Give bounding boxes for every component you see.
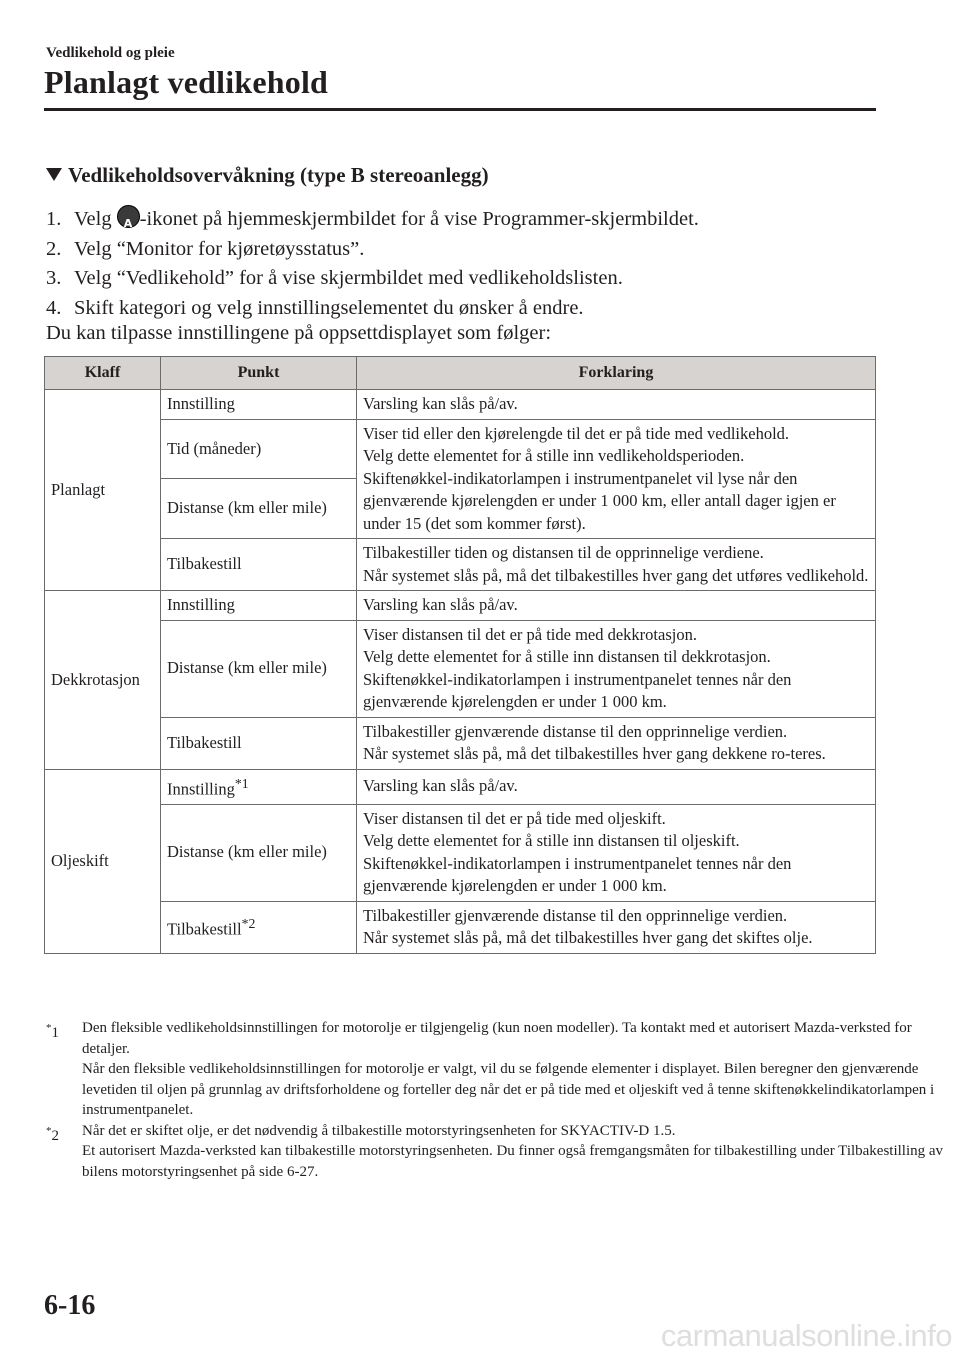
table-row [45,591,876,621]
column-header-klaff: Klaff [45,357,161,390]
step-2 [46,235,699,265]
explanation-line: Tilbakestiller gjenværende distanse til den opprinnelige verdien. [363,905,788,925]
punkt-cell [161,804,357,901]
forklaring-cell [357,390,876,420]
punkt-label: Innstilling [167,779,235,798]
forklaring-cell [357,591,876,621]
klaff-cell: Oljeskift [45,769,161,953]
step-number: 2. [46,237,62,260]
punkt-cell [161,479,357,539]
step-number: 4. [46,296,62,319]
table-row [45,901,876,953]
punkt-label: Innstilling [167,394,235,413]
table-row [45,419,876,479]
footnote-paragraph: Et autorisert Mazda-verksted kan tilbakestille motorstyringsenheten. Du finner også fremgangsmåten for tilbakestilling under Tilbakestilling av bilens motorstyringsenhet på side 6-27. [82,1143,944,1180]
footnote-ref: *2 [241,916,256,931]
explanation-line: Når systemet slås på, må det tilbakestilles hver gang dekkene ro-teres. [363,744,826,763]
forklaring-cell [357,539,876,591]
explanation-line: Varsling kan slås på/av. [363,595,518,614]
footnote-paragraph: Den fleksible vedlikeholdsinnstillingen for motorolje er tilgjengelig (kun noen modeller). Ta kontakt med et autorisert Mazda-verksted for detaljer. [82,1020,912,1057]
forklaring-cell [357,620,876,717]
watermark: carmanualsonline.info [660,1318,952,1353]
explanation-line: Viser distansen til det er på tide med dekkrotasjon. [363,624,697,644]
footnotes [46,1018,960,1182]
klaff-cell: Dekkrotasjon [45,591,161,770]
punkt-cell [161,769,357,804]
table-row [45,620,876,717]
forklaring-cell [357,769,876,804]
title-rule [44,108,876,111]
footnote-paragraph: Når den fleksible vedlikeholdsinnstillingen for motorolje er valgt, vil du se følgende elementer i displayet. Bilen beregner den gjenværende levetiden til oljen på grunnlag av driftsforholdene og forteller deg når det er på tide med et oljeskift ved å tenne skiftenøkkelindikatorlampen i instrumentpanelet. [82,1061,935,1118]
footnote-body [82,1121,960,1183]
explanation-line: Varsling kan slås på/av. [363,776,518,796]
explanation-line: Tilbakestiller gjenværende distanse til den opprinnelige verdien. [363,721,788,741]
forklaring-cell [357,901,876,953]
explanation-line: Velg dette elementet for å stille inn vedlikeholdsperioden. [363,446,745,465]
step-4 [46,294,699,324]
explanation-line: Skiftenøkkel-indikatorlampen i instrumentpanelet tennes når den gjenværende kjørelengden er under 1 000 km. [363,669,792,711]
apps-icon [117,205,140,228]
punkt-cell [161,901,357,953]
step-1 [46,205,699,235]
table-row [45,804,876,901]
punkt-cell [161,717,357,769]
footnote-ref: *1 [234,775,249,791]
step-text: Velg “Vedlikehold” for å vise skjermbildet med vedlikeholdslisten. [74,267,623,289]
page-number: 6-16 [44,1290,96,1321]
forklaring-cell [357,717,876,769]
punkt-label: Tilbakestill [167,919,242,939]
punkt-label: Distanse (km eller mile) [167,658,327,678]
punkt-cell [161,390,357,420]
explanation-line: Når systemet slås på, må det tilbakestilles hver gang det utføres vedlikehold. [363,565,869,585]
step-text: -ikonet på hjemmeskjermbildet for å vise Programmer-skjermbildet. [139,208,699,230]
table-row [45,539,876,591]
column-header-punkt: Punkt [161,357,357,390]
punkt-cell [161,419,357,479]
table-row [45,717,876,769]
sub-heading-text: Vedlikeholdsovervåkning (type B stereoanlegg) [68,163,489,187]
footnote-asterisk: * [46,1124,52,1137]
explanation-line: Viser distansen til det er på tide med oljeskift. [363,808,666,828]
explanation-line: Velg dette elementet for å stille inn distansen til oljeskift. [363,831,740,850]
footnote-number: 1 [51,1025,59,1041]
step-text: Velg “Monitor for kjøretøysstatus”. [74,237,365,260]
step-text: Skift kategori og velg innstillingselementet du ønsker å endre. [74,296,584,319]
footnote-marker [46,1121,82,1183]
forklaring-cell [357,804,876,901]
footnote-number: 2 [51,1127,59,1144]
footnote-marker [46,1018,82,1121]
explanation-line: Skiftenøkkel-indikatorlampen i instrumentpanelet vil lyse når den gjenværende kjørelengden er under 1 000 km, eller antall dager igjen er under 15 (det som kommer først). [363,468,836,533]
punkt-label: Distanse (km eller mile) [167,498,327,518]
page-title: Planlagt vedlikehold [44,64,329,100]
intro-text: Du kan tilpasse innstillingene på oppsettdisplayet som følger: [46,322,552,344]
punkt-label: Tid (måneder) [167,438,262,458]
triangle-bullet-icon [46,168,62,181]
punkt-label: Tilbakestill [167,554,242,574]
punkt-cell [161,620,357,717]
footnote-asterisk: * [46,1022,52,1034]
step-list [46,205,699,323]
footnote-2 [46,1121,960,1183]
footnote-1 [46,1018,960,1121]
explanation-line: Viser tid eller den kjørelengde til det er på tide med vedlikehold. [363,423,790,443]
explanation-line: Tilbakestiller tiden og distansen til de opprinnelige verdiene. [363,543,764,562]
step-number: 3. [46,267,62,289]
punkt-cell [161,539,357,591]
section-label: Vedlikehold og pleie [46,45,175,61]
step-number: 1. [46,208,62,230]
punkt-label: Tilbakestill [167,732,242,752]
punkt-label: Distanse (km eller mile) [167,842,327,862]
explanation-line: Skiftenøkkel-indikatorlampen i instrumentpanelet tennes når den gjenværende kjørelengden er under 1 000 km. [363,853,792,895]
explanation-line: Varsling kan slås på/av. [363,394,518,413]
table-row [45,390,876,420]
explanation-line: Når systemet slås på, må det tilbakestilles hver gang det skiftes olje. [363,928,813,947]
sub-heading [46,163,489,188]
klaff-cell: Planlagt [45,390,161,591]
punkt-cell [161,591,357,621]
maintenance-table [44,356,876,954]
step-text: Velg [74,208,112,230]
footnote-paragraph: Når det er skiftet olje, er det nødvendig å tilbakestille motorstyringsenheten for SKYACTIV-D 1.5. [82,1122,676,1139]
table-header-row [45,357,876,390]
footnote-body [82,1018,960,1121]
explanation-line: Velg dette elementet for å stille inn distansen til dekkrotasjon. [363,647,771,666]
forklaring-cell [357,419,876,539]
step-3 [46,264,699,294]
table-row [45,769,876,804]
punkt-label: Innstilling [167,595,235,614]
column-header-forklaring: Forklaring [357,357,876,390]
